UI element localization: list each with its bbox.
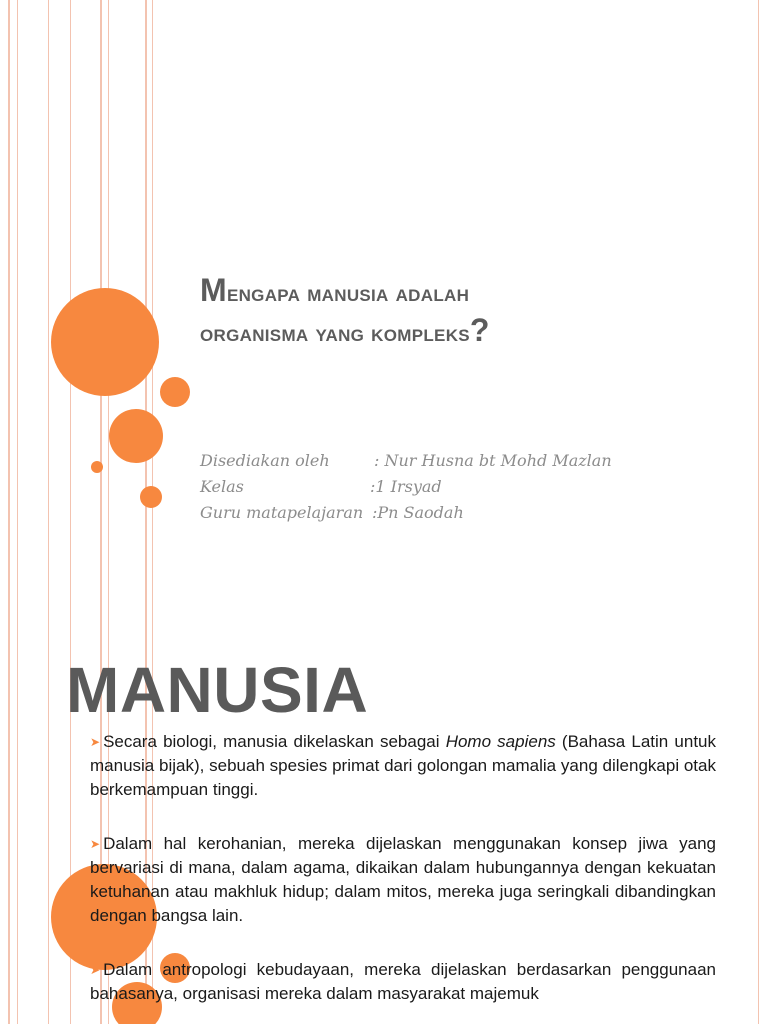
decor-line (48, 0, 49, 622)
decor-line (8, 0, 10, 622)
bullet-list (90, 730, 716, 1024)
bullet-paragraph: ➤ Dalam antropologi kebudayaan, mereka dijelaskan berdasarkan penggunaan bahasanya, organisasi mereka dalam masyarakat majemuk (90, 960, 716, 1003)
arrow-bullet-icon: ➤ (90, 735, 101, 749)
decor-circle-small (140, 486, 162, 508)
decor-line (17, 0, 18, 622)
slide-title: Mengapa manusia adalah organisma yang kompleks? (200, 272, 490, 348)
decor-line (17, 622, 18, 1024)
slide-heading: MANUSIA (66, 654, 369, 726)
bullet-paragraph: ➤ Dalam hal kerohanian, mereka dijelaskan menggunakan konsep jiwa yang bervariasi di mana, dalam agama, dikaikan dalam hubungannya dengan kekuatan ketuhanan atau makhluk hidup; dalam mitos, mereka juga seringkali dibandingkan dengan bangsa lain. (90, 834, 716, 925)
decor-circle-tiny (91, 461, 103, 473)
decor-circle-small (160, 377, 190, 407)
decor-circle-large (51, 288, 159, 396)
decor-circle-medium (109, 409, 163, 463)
credit-label: Disediakan oleh (200, 451, 330, 470)
credit-label: Kelas (200, 477, 244, 496)
decor-line (48, 622, 49, 1024)
decor-line (8, 622, 10, 1024)
content-slide (0, 622, 768, 1024)
credit-value: :1 Irsyad (370, 477, 442, 496)
decor-line (152, 0, 153, 622)
credit-label: Guru matapelajaran (200, 503, 364, 522)
arrow-bullet-icon: ➤ (90, 837, 101, 851)
decor-line (758, 622, 759, 1024)
arrow-bullet-icon: ➤ (90, 963, 101, 977)
decor-line (758, 0, 759, 622)
credit-value: : Nur Husna bt Mohd Mazlan (374, 451, 612, 470)
bullet-paragraph: ➤ Secara biologi, manusia dikelaskan sebagai Homo sapiens (Bahasa Latin untuk manusia bijak), sebuah spesies primat dari golongan mamalia yang dilengkapi otak berkemampuan tinggi. (90, 732, 716, 799)
credit-value: :Pn Saodah (372, 503, 464, 522)
